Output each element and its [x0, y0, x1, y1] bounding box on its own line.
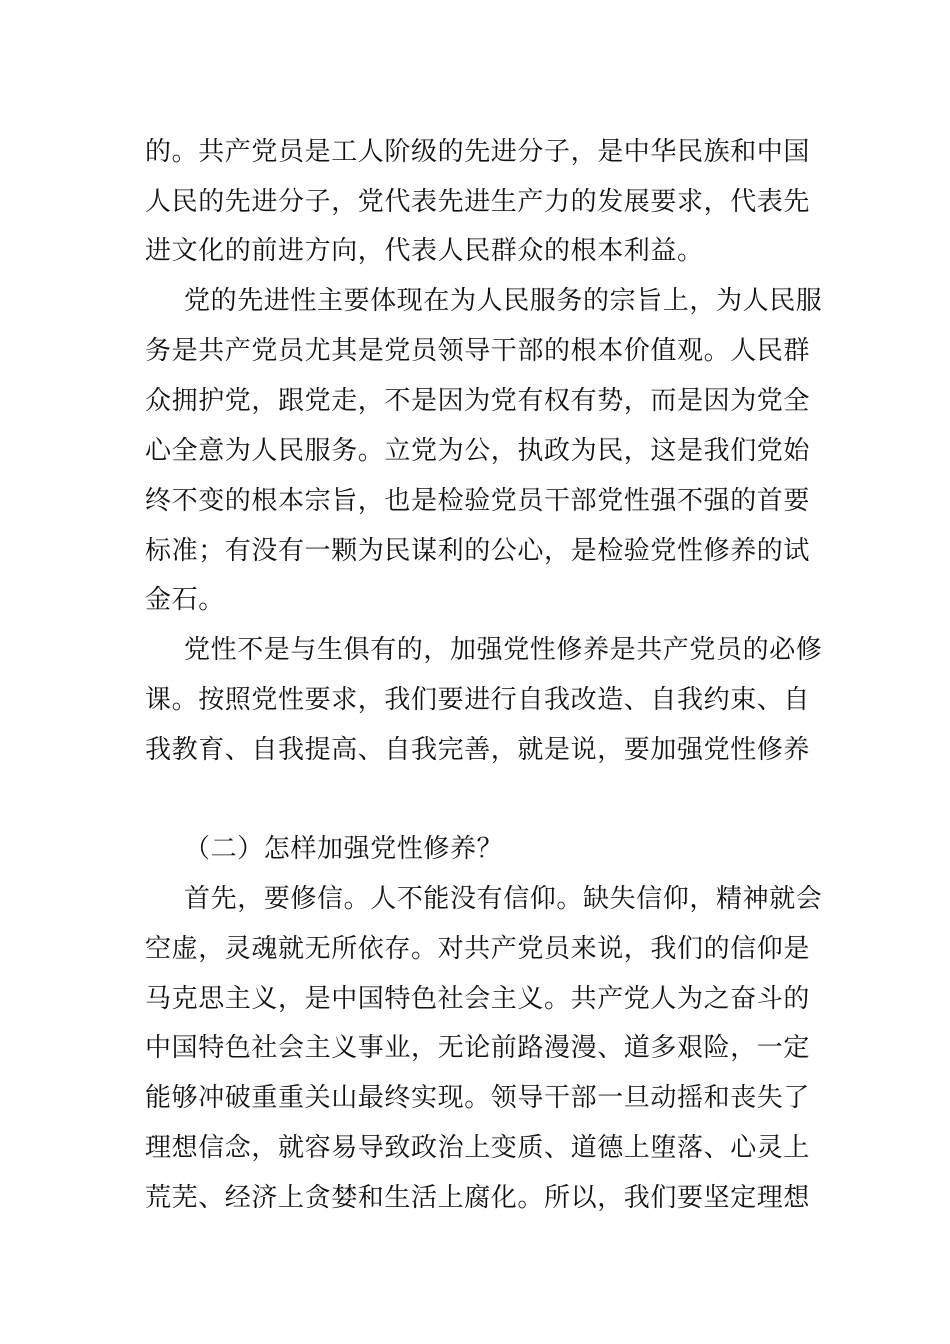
paragraph-line: 空虚，灵魂就无所依存。对共产党员来说，我们的信仰是	[145, 934, 811, 964]
paragraph-line: 课。按照党性要求，我们要进行自我改造、自我约束、自	[145, 685, 811, 715]
paragraph-line: 中国特色社会主义事业，无论前路漫漫、道多艰险，一定	[145, 1033, 811, 1063]
paragraph-line: 荒芜、经济上贪婪和生活上腐化。所以，我们要坚定理想	[145, 1183, 811, 1213]
section-heading: （二）怎样加强党性修养？	[184, 834, 504, 864]
paragraph-line: 能够冲破重重关山最终实现。领导干部一旦动摇和丧失了	[145, 1083, 811, 1113]
paragraph-line: 众拥护党，跟党走，不是因为党有权有势，而是因为党全	[145, 386, 811, 416]
paragraph-line: 理想信念，就容易导致政治上变质、道德上堕落、心灵上	[145, 1133, 811, 1163]
paragraph-line: 心全意为人民服务。立党为公，执政为民，这是我们党始	[145, 436, 811, 466]
paragraph-line: 人民的先进分子，党代表先进生产力的发展要求，代表先	[145, 187, 811, 217]
paragraph-line: 马克思主义，是中国特色社会主义。共产党人为之奋斗的	[145, 984, 811, 1014]
paragraph-line: 的。共产党员是工人阶级的先进分子，是中华民族和中国	[145, 137, 811, 167]
paragraph-line: 金石。	[145, 585, 225, 615]
paragraph-line: 进文化的前进方向，代表人民群众的根本利益。	[145, 236, 704, 266]
paragraph-line: 首先，要修信。人不能没有信仰。缺失信仰，精神就会	[184, 884, 823, 914]
paragraph-line: 标准；有没有一颗为民谋利的公心，是检验党性修养的试	[145, 536, 811, 566]
paragraph-line: 党性不是与生俱有的，加强党性修养是共产党员的必修	[184, 635, 823, 665]
paragraph-line: 我教育、自我提高、自我完善，就是说，要加强党性修养	[145, 735, 811, 765]
paragraph-line: 党的先进性主要体现在为人民服务的宗旨上，为人民服	[184, 286, 823, 316]
paragraph-line: 终不变的根本宗旨，也是检验党员干部党性强不强的首要	[145, 486, 811, 516]
paragraph-line: 务是共产党员尤其是党员领导干部的根本价值观。人民群	[145, 336, 811, 366]
